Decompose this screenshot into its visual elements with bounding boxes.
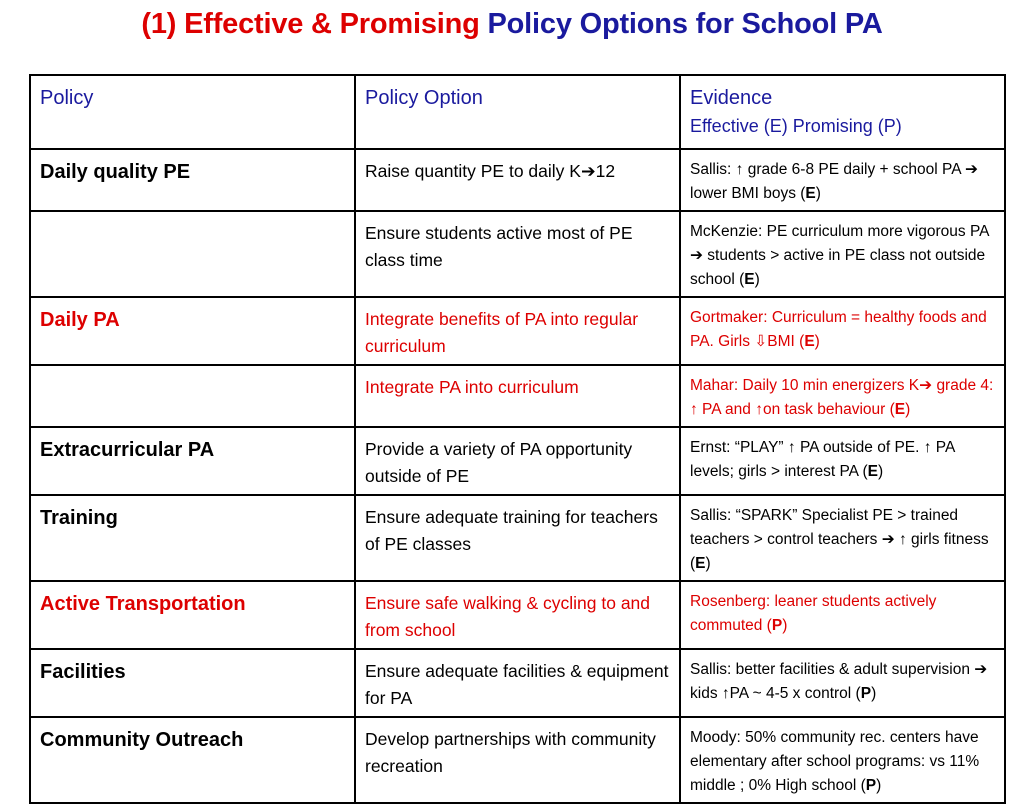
table-row: [30, 365, 1005, 427]
evidence-close: ): [905, 401, 911, 418]
evidence-cell: [680, 649, 1005, 717]
evidence-cell: [680, 427, 1005, 495]
table-row: [30, 495, 1005, 581]
evidence-cell: [680, 717, 1005, 803]
title-policy-options: Policy Options for School PA: [487, 8, 883, 40]
evidence-cell: [680, 495, 1005, 581]
policy-cell: Training: [30, 495, 355, 581]
header-policy-option: Policy Option: [355, 75, 680, 149]
table-row: [30, 149, 1005, 211]
evidence-rating: E: [695, 555, 706, 572]
table-header-row: [30, 75, 1005, 149]
table-row: [30, 427, 1005, 495]
evidence-text: McKenzie: PE curriculum more vigorous PA ➔ students > active in PE class not outside school (: [690, 223, 989, 288]
header-evidence: [680, 75, 1005, 149]
evidence-close: ): [814, 333, 820, 350]
evidence-cell: [680, 149, 1005, 211]
evidence-rating: P: [865, 777, 877, 794]
evidence-close: ): [782, 617, 788, 634]
option-cell: Raise quantity PE to daily K➔12: [355, 149, 680, 211]
header-evidence-subtitle: Effective (E) Promising (P): [690, 116, 902, 136]
table-row: [30, 581, 1005, 649]
evidence-close: ): [871, 685, 877, 702]
option-cell: Ensure adequate training for teachers of PE classes: [355, 495, 680, 581]
option-cell: Ensure students active most of PE class time: [355, 211, 680, 297]
policy-cell: Daily PA: [30, 297, 355, 365]
evidence-text: Mahar: Daily 10 min energizers K➔ grade 4: ↑ PA and ↑on task behaviour (: [690, 377, 994, 418]
policy-cell: Active Transportation: [30, 581, 355, 649]
policy-cell: Community Outreach: [30, 717, 355, 803]
evidence-rating: E: [867, 463, 878, 480]
evidence-text: Moody: 50% community rec. centers have elementary after school programs: vs 11% middle ; 0% High school (: [690, 729, 980, 794]
header-policy: Policy: [30, 75, 355, 149]
evidence-cell: [680, 297, 1005, 365]
evidence-cell: [680, 365, 1005, 427]
option-cell: Ensure safe walking & cycling to and from school: [355, 581, 680, 649]
evidence-close: ): [876, 777, 882, 794]
table-row: [30, 297, 1005, 365]
table-row: [30, 649, 1005, 717]
evidence-close: ): [877, 463, 884, 480]
policy-cell: Facilities: [30, 649, 355, 717]
title-effective-promising: (1) Effective & Promising: [141, 8, 480, 40]
evidence-rating: E: [804, 333, 815, 350]
policy-cell: [30, 365, 355, 427]
evidence-close: ): [754, 271, 760, 288]
option-cell: Ensure adequate facilities & equipment for PA: [355, 649, 680, 717]
evidence-text: Ernst: “PLAY” ↑ PA outside of PE. ↑ PA levels; girls > interest PA (: [690, 439, 955, 480]
policy-table: [29, 74, 1006, 804]
policy-cell: Extracurricular PA: [30, 427, 355, 495]
policy-cell: Daily quality PE: [30, 149, 355, 211]
evidence-rating: E: [805, 185, 816, 202]
evidence-rating: P: [771, 617, 783, 634]
evidence-rating: E: [894, 401, 906, 418]
option-cell: Integrate PA into curriculum: [355, 365, 680, 427]
option-cell: Provide a variety of PA opportunity outside of PE: [355, 427, 680, 495]
slide-title: [0, 8, 1024, 41]
evidence-text: Sallis: better facilities & adult supervision ➔ kids ↑PA ~ 4-5 x control (: [690, 661, 988, 702]
header-evidence-title: Evidence: [690, 87, 773, 109]
evidence-cell: [680, 211, 1005, 297]
evidence-rating: E: [744, 271, 755, 288]
evidence-text: Gortmaker: Curriculum = healthy foods and PA. Girls ⇩BMI (: [690, 309, 987, 350]
table-row: [30, 717, 1005, 803]
evidence-cell: [680, 581, 1005, 649]
policy-cell: [30, 211, 355, 297]
evidence-text: Rosenberg: leaner students actively commuted (: [690, 593, 937, 634]
table-row: [30, 211, 1005, 297]
evidence-rating: P: [860, 685, 872, 702]
evidence-text: Sallis: ↑ grade 6-8 PE daily + school PA ➔ lower BMI boys (: [690, 161, 978, 202]
evidence-close: ): [815, 185, 821, 202]
evidence-close: ): [705, 555, 711, 572]
option-cell: Develop partnerships with community recreation: [355, 717, 680, 803]
option-cell: Integrate benefits of PA into regular curriculum: [355, 297, 680, 365]
evidence-text: Sallis: “SPARK” Specialist PE > trained teachers > control teachers ➔ ↑ girls fitness (: [690, 507, 989, 572]
